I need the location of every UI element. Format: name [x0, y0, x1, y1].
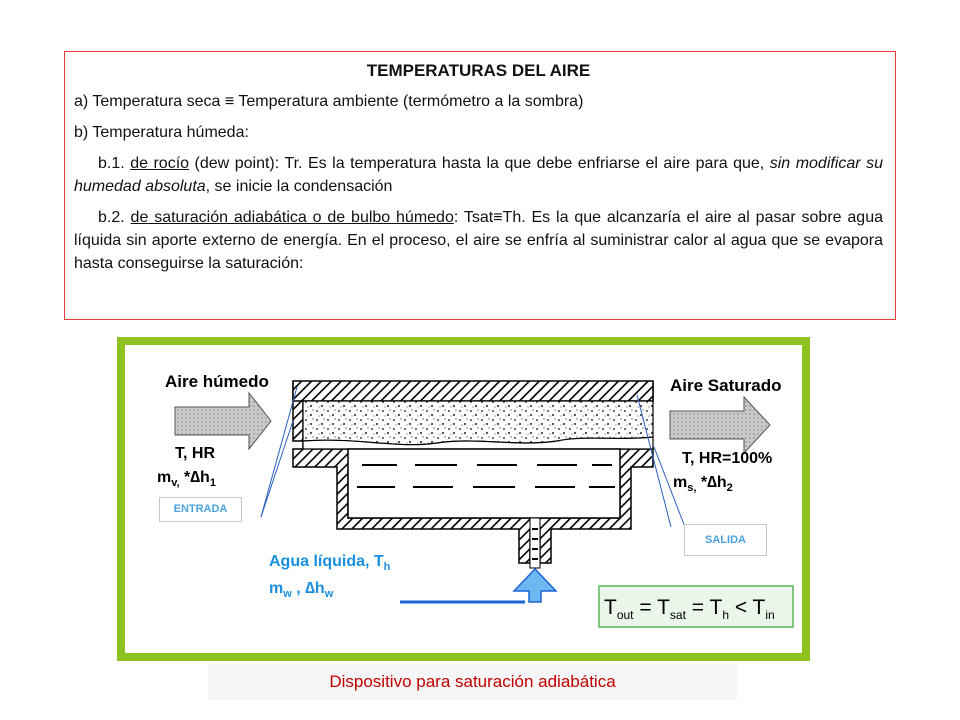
- paragraph-b1: b.1. de rocío (dew point): Tr. Es la temperatura hasta la que debe enfriarse el aire para que, sin modificar su humedad absoluta, se inicie la condensación: [74, 155, 883, 195]
- figure-caption: Dispositivo para saturación adiabática: [208, 664, 737, 700]
- term-adiabatic-saturation: de saturación adiabática o de bulbo húmedo: [130, 209, 454, 226]
- water-flow: $m_w$ , $\Delta h_w$: [269, 580, 334, 600]
- device-top-wall: [293, 381, 653, 401]
- equation: $T_{out} = T_{sat} = T_h < T_{in}$: [604, 596, 775, 622]
- italic-condition: sin modificar su humedad absoluta: [74, 155, 883, 195]
- paragraph-a: a) Temperatura seca ≡ Temperatura ambiente (termómetro a la sombra): [74, 93, 584, 110]
- water-reservoir: [348, 449, 620, 518]
- inlet-flow: $m_{v,}$ $*\Delta h_1$: [157, 469, 216, 489]
- page-title: TEMPERATURAS DEL AIRE: [366, 61, 591, 80]
- inlet-title: Aire húmedo: [165, 372, 269, 391]
- inlet-tag: ENTRADA: [159, 497, 242, 522]
- inlet-vars: T, HR: [175, 445, 215, 462]
- paragraph-b2: b.2. de saturación adiabática o de bulbo húmedo: Tsat≡Th. Es la que alcanzaría el aire al pasar sobre agua líquida sin aporte externo de energía. En el proceso, el aire se enfría al suministrar calor al agua que se evapora hasta conseguirse la saturación:: [74, 209, 883, 272]
- term-dew-point: de rocío: [130, 155, 190, 172]
- outlet-flow: $m_{s,}$ $*\Delta h_2$: [673, 474, 733, 494]
- paragraph-b: b) Temperatura húmeda:: [74, 124, 249, 141]
- outlet-title: Aire Saturado: [670, 376, 782, 395]
- outlet-tag: SALIDA: [684, 524, 767, 556]
- definition-box: [64, 51, 896, 320]
- feed-pipe: [530, 518, 540, 568]
- outlet-vars: T, HR=100%: [682, 450, 773, 467]
- water-title: Agua líquida, $T_h$: [269, 553, 391, 573]
